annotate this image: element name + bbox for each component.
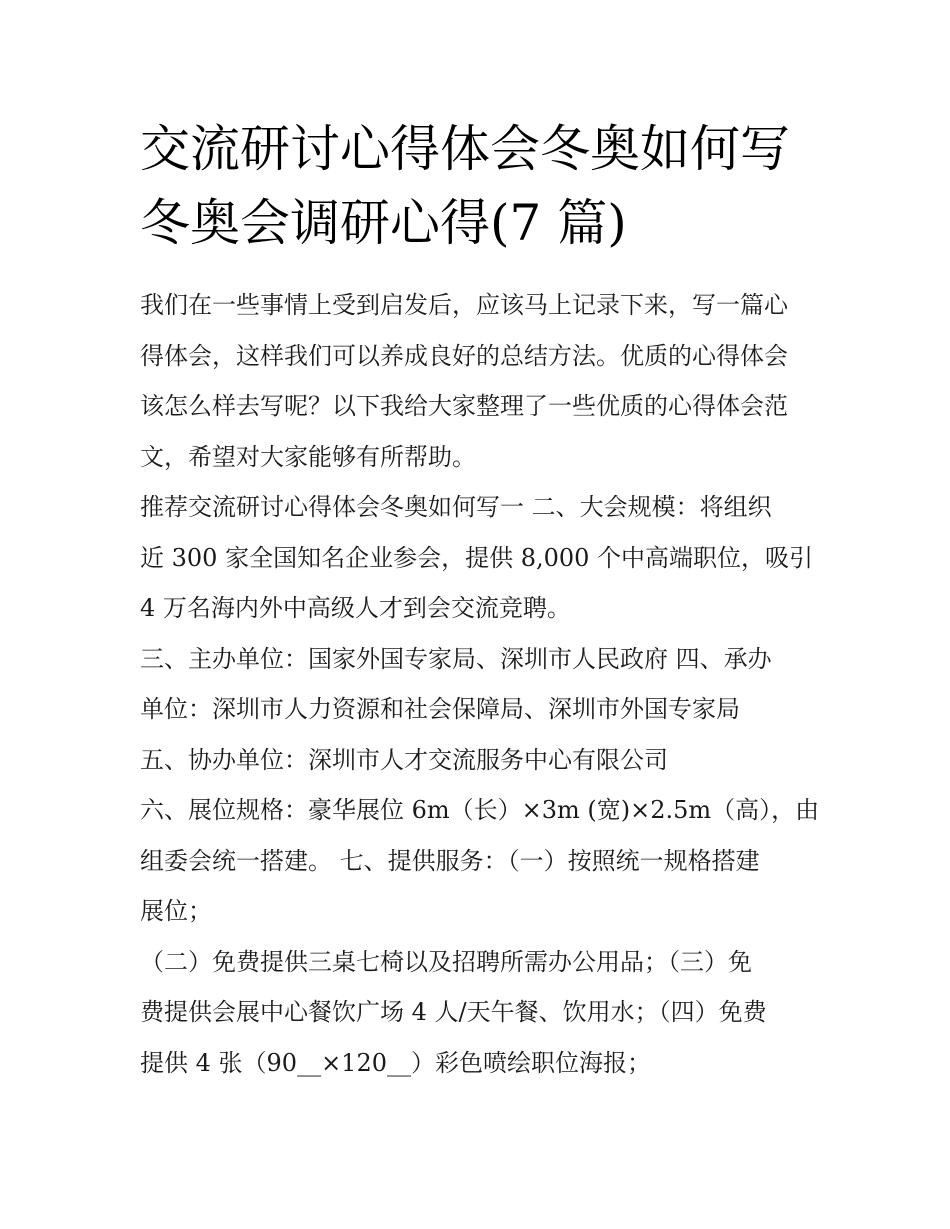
title-line-2: 冬奥会调研心得(7 篇)	[140, 194, 627, 252]
document-title	[140, 112, 840, 260]
body-line: 推荐交流研讨心得体会冬奥如何写一 二、大会规模：将组织	[140, 493, 772, 521]
body-line: 单位：深圳市人力资源和社会保障局、深圳市外国专家局	[140, 695, 740, 723]
body-line: 提供 4 张（90__×120__）彩色喷绘职位海报；	[140, 1048, 651, 1077]
body-line: 4 万名海内外中高级人才到会交流竞聘。	[140, 594, 571, 622]
body-line: 组委会统一搭建。 七、提供服务：（一）按照统一规格搭建	[140, 846, 760, 875]
body-line: 六、展位规格：豪华展位 6m（长）×3m (宽)×2.5m（高），由	[140, 796, 820, 824]
body-line: 得体会，这样我们可以养成良好的总结方法。优质的心得体会	[140, 341, 788, 370]
body-line: 费提供会展中心餐饮广场 4 人/天午餐、饮用水；（四）免费	[140, 998, 767, 1026]
body-line: 该怎么样去写呢？以下我给大家整理了一些优质的心得体会范	[140, 392, 788, 420]
document-body	[140, 280, 820, 1088]
body-line: 文，希望对大家能够有所帮助。	[140, 442, 476, 471]
body-line: 近 300 家全国知名企业参会，提供 8,000 个中高端职位，吸引	[140, 543, 814, 572]
body-line: 五、协办单位：深圳市人才交流服务中心有限公司	[140, 745, 668, 774]
body-line: 三、主办单位：国家外国专家局、深圳市人民政府 四、承办	[140, 644, 772, 673]
body-line: 展位；	[140, 897, 212, 925]
body-line: 我们在一些事情上受到启发后，应该马上记录下来，写一篇心	[140, 291, 788, 319]
title-line-1: 交流研讨心得体会冬奥如何写	[140, 120, 790, 178]
body-line: （二）免费提供三桌七椅以及招聘所需办公用品；（三）免	[140, 947, 752, 976]
